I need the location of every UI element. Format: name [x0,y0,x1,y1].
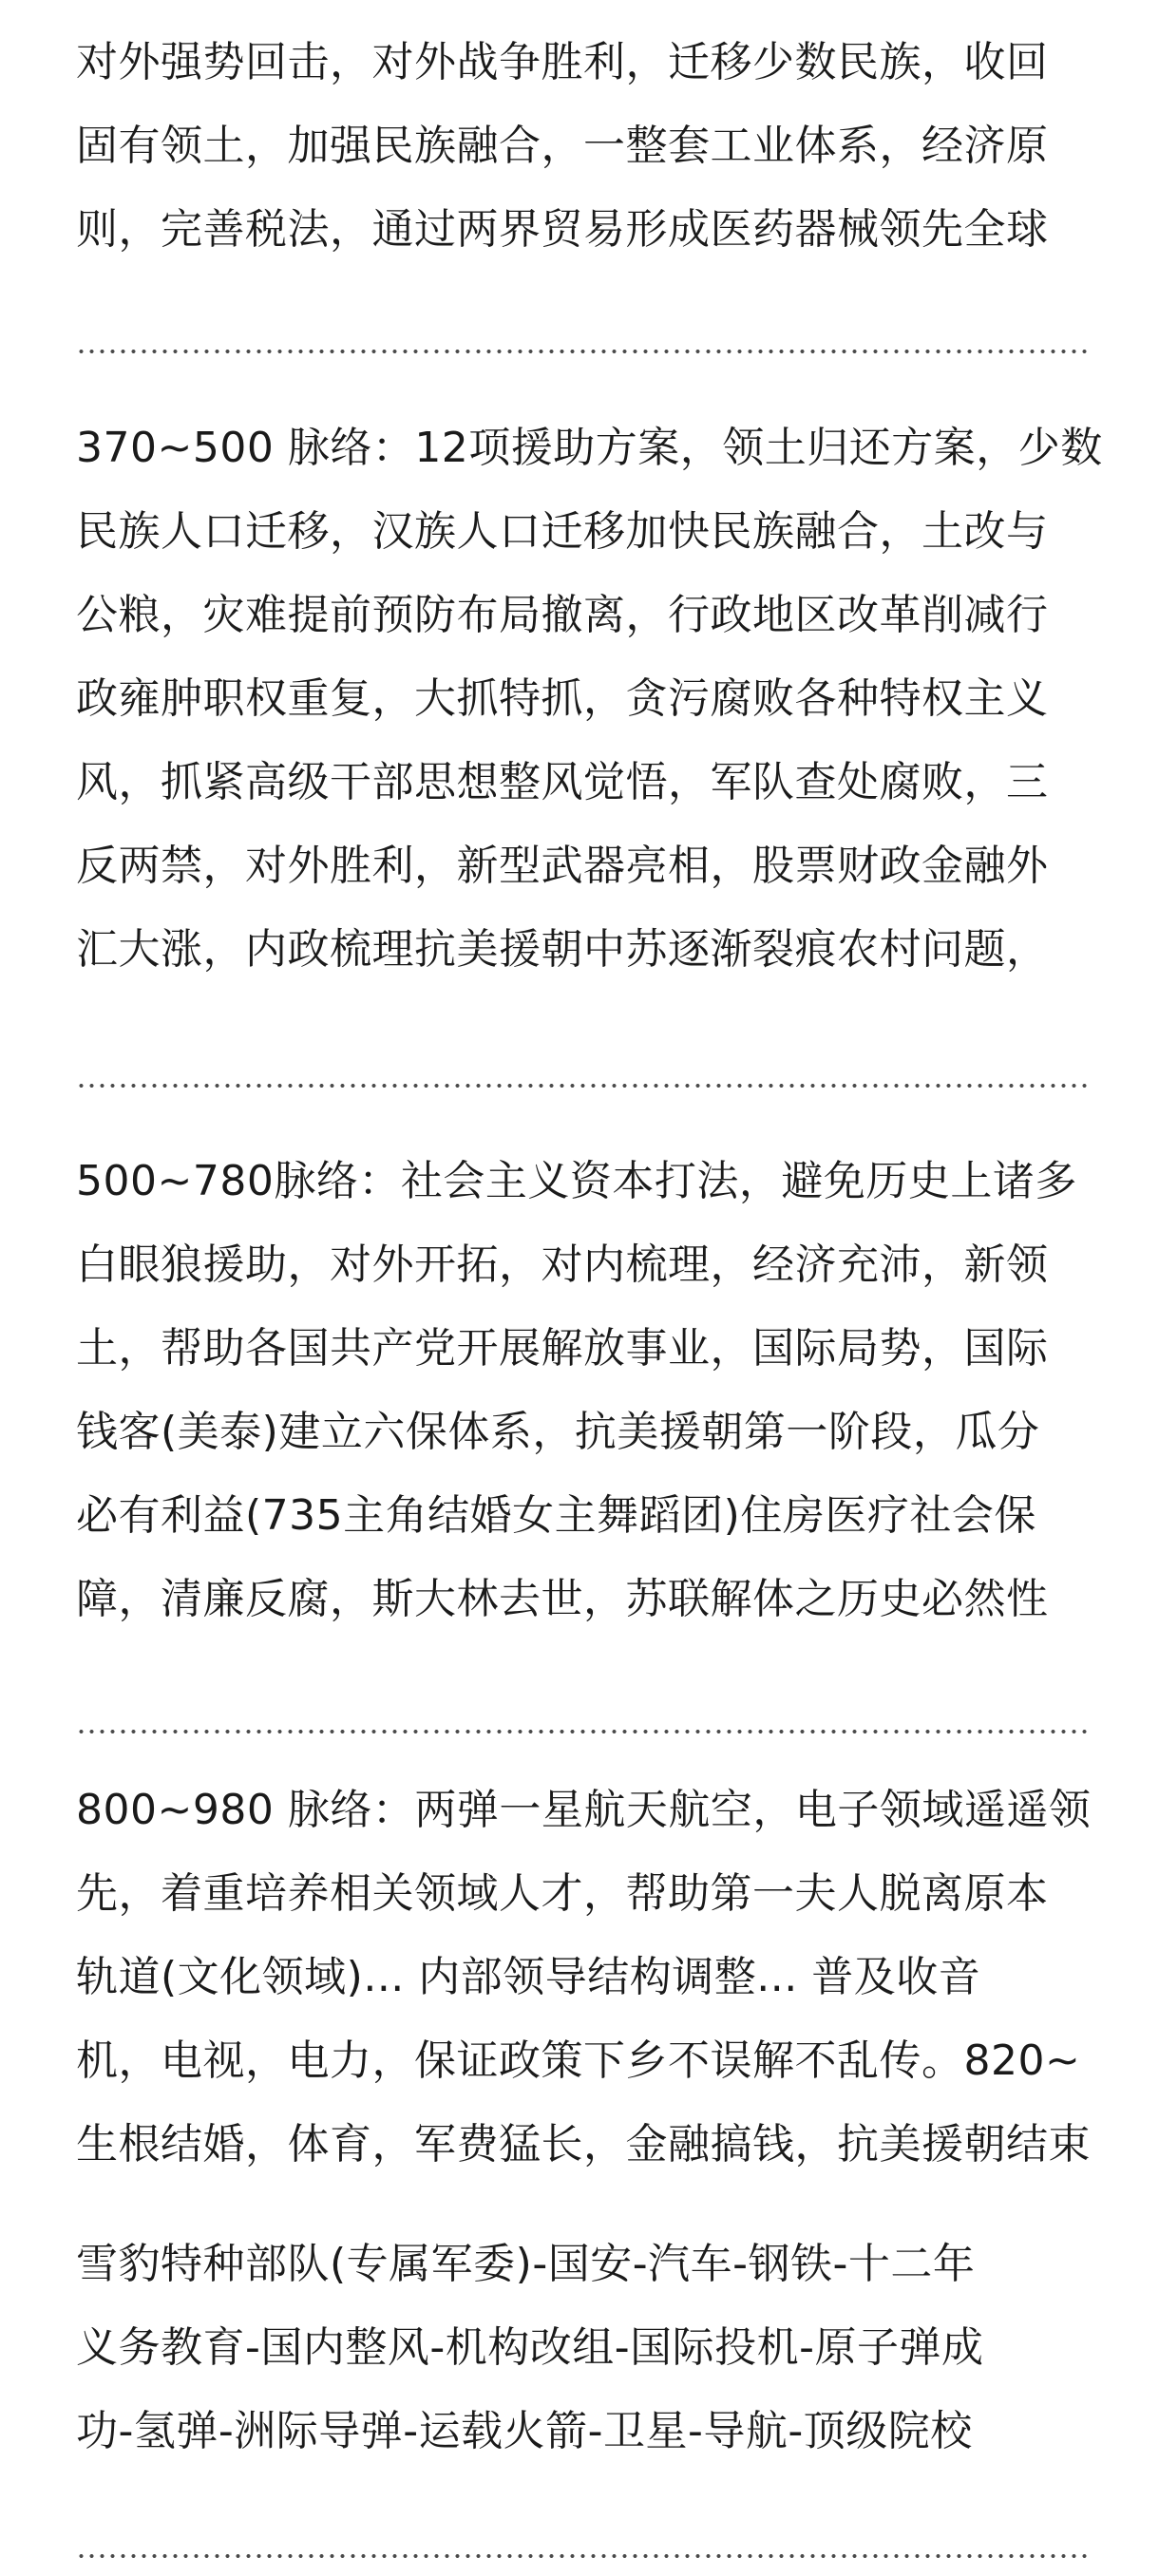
text-line: 轨道(文化领域)... 内部领导结构调整... 普及收音 [76,1953,981,2001]
text-line: 雪豹特种部队(专属军委)-国安-汽车-钢铁-十二年 [76,2240,976,2288]
text-line: 汇大涨，内政梳理抗美援朝中苏逐渐裂痕农村问题， [76,925,1049,974]
dotted-divider [76,2551,1092,2561]
text-line: 义务教育-国内整风-机构改组-国际投机-原子弹成 [76,2323,984,2372]
text-line: 功-氢弹-洲际导弹-运载火箭-卫星-导航-顶级院校 [76,2407,973,2455]
text-line: 500~780脉络：社会主义资本打法，避免历史上诸多 [76,1157,1077,1205]
text-line: 白眼狼援助，对外开拓，对内梳理，经济充沛，新领 [76,1241,1049,1289]
text-line: 对外强势回击，对外战争胜利，迁移少数民族，收回 [76,38,1049,86]
dotted-divider [76,347,1092,356]
text-line: 370~500 脉络：12项援助方案，领土归还方案，少数 [76,424,1103,472]
paragraph-370-500 [76,407,1103,992]
dotted-divider [76,1081,1092,1090]
text-line: 机，电视，电力，保证政策下乡不误解不乱传。820~ [76,2036,1081,2085]
text-line: 生根结婚，体育，军费猛长，金融搞钱，抗美援朝结束 [76,2120,1091,2169]
text-line: 固有领土，加强民族融合，一整套工业体系，经济原 [76,122,1049,170]
text-line: 钱客(美泰)建立六保体系，抗美援朝第一阶段，瓜分 [76,1408,1040,1456]
dotted-divider [76,1727,1092,1736]
text-line: 反两禁，对外胜利，新型武器亮相，股票财政金融外 [76,842,1049,890]
paragraph-intro [76,21,1092,272]
text-line: 800~980 脉络：两弹一星航天航空，电子领域遥遥领 [76,1786,1092,1834]
text-line: 则，完善税法，通过两界贸易形成医药器械领先全球 [76,205,1049,254]
text-line: 政雍肿职权重复，大抓特抓，贪污腐败各种特权主义 [76,674,1049,723]
text-line: 必有利益(735主角结婚女主舞蹈团)住房医疗社会保 [76,1491,1036,1540]
paragraph-800-980 [76,1769,1092,2187]
paragraph-milestones [76,2223,1092,2473]
text-line: 土，帮助各国共产党开展解放事业，国际局势，国际 [76,1324,1049,1373]
paragraph-500-780 [76,1140,1092,1641]
text-line: 民族人口迁移，汉族人口迁移加快民族融合，土改与 [76,507,1049,556]
text-line: 先，着重培养相关领域人才，帮助第一夫人脱离原本 [76,1869,1049,1918]
text-line: 障，清廉反腐，斯大林去世，苏联解体之历史必然性 [76,1575,1049,1623]
text-line: 公粮，灾难提前预防布局撤离，行政地区改革削减行 [76,591,1049,639]
text-line: 风，抓紧高级干部思想整风觉悟，军队查处腐败，三 [76,758,1049,806]
